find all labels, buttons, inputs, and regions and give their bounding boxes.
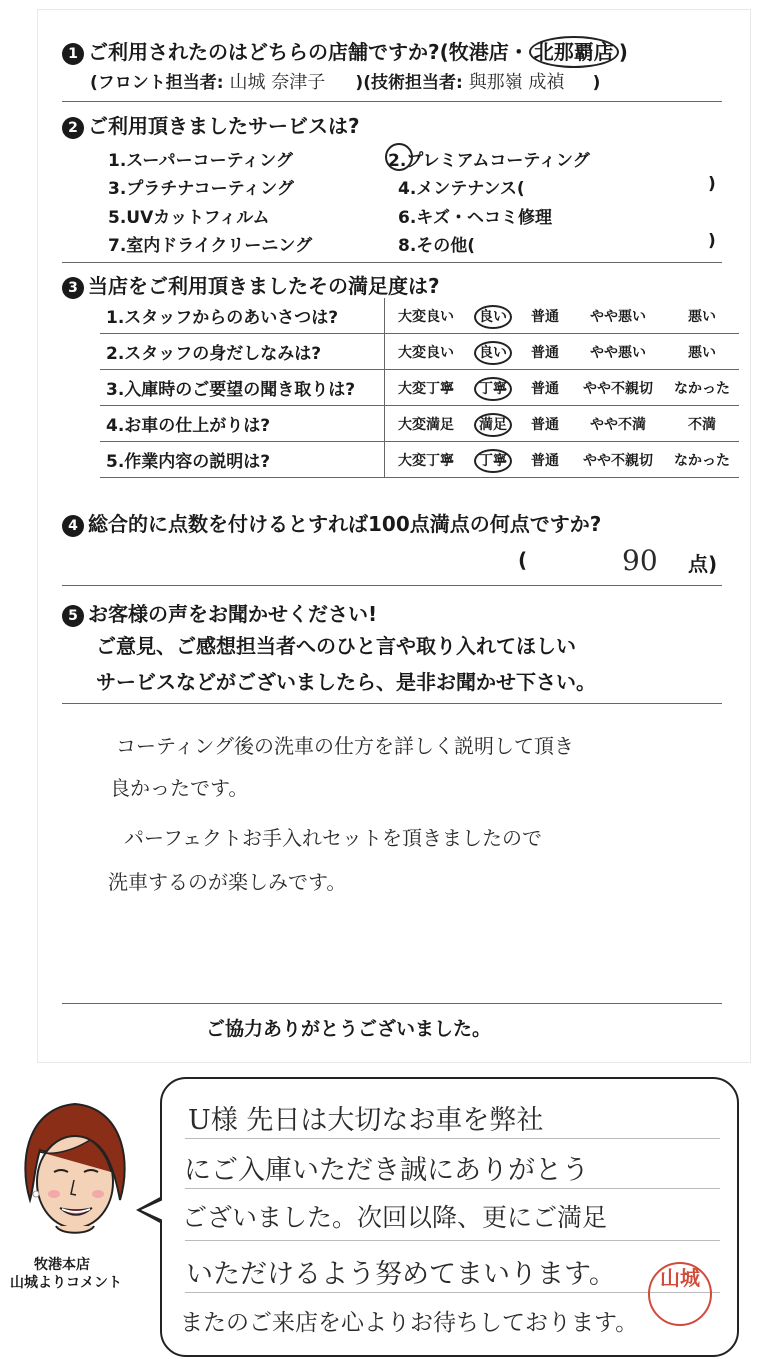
divider [62, 703, 722, 704]
choice-cell: 普通 [519, 370, 571, 406]
choice-cell: 大変満足 [385, 406, 468, 442]
q1-question [62, 36, 628, 65]
choice-cell: やや不親切 [571, 370, 665, 406]
tech-staff-name: 與那嶺 成禎 [468, 72, 565, 93]
divider [62, 262, 722, 263]
store-makiminato: 牧港店 [448, 40, 509, 64]
tech-staff-label: )(技術担当者: [355, 73, 463, 93]
q2-text: ご利用頂きましたサービスは? [88, 114, 360, 138]
bubble-tail-fill [141, 1200, 163, 1220]
table-row [100, 406, 739, 442]
q4-text: 総合的に点数を付けるとすれば100点満点の何点ですか? [88, 512, 602, 536]
q5-line3: サービスなどがございましたら、是非お聞かせ下さい。 [96, 670, 596, 694]
selection-circle [385, 143, 413, 171]
q1-number: 1 [62, 43, 84, 65]
choice-cell: 大変丁寧 [385, 370, 468, 406]
divider [62, 101, 722, 102]
q1-staff-line [90, 68, 600, 94]
q3-text: 当店をご利用頂きましたその満足度は? [88, 274, 440, 298]
selected-choice: 良い [474, 305, 512, 329]
choice-cell: なかった [665, 442, 739, 478]
service-option-4-close: ) [708, 174, 716, 194]
selected-choice: 満足 [474, 413, 512, 437]
service-option-5: 5.UVカットフィルム [108, 208, 270, 228]
service-option-3: 3.プラチナコーティング [108, 179, 294, 199]
choice-cell: 悪い [665, 298, 739, 334]
avatar-caption-comment: 山城よりコメント [10, 1275, 122, 1291]
q2-number: 2 [62, 117, 84, 139]
service-option-4: 4.メンテナンス( [398, 179, 525, 199]
table-row [100, 334, 739, 370]
choice-cell: 普通 [519, 298, 571, 334]
customer-comment-line: コーティング後の洗車の仕方を詳しく説明して頂き [116, 734, 574, 758]
score-unit: 点) [688, 552, 718, 576]
divider [62, 585, 722, 586]
choice-cell: 大変丁寧 [385, 442, 468, 478]
choice-cell: やや悪い [571, 298, 665, 334]
staff-comment-line: ございました。次回以降、更にご満足 [182, 1203, 608, 1232]
thanks-text: ご協力ありがとうございました。 [206, 1018, 492, 1040]
service-option-8: 8.その他( [398, 236, 476, 256]
bubble-ruled-line [185, 1240, 720, 1241]
customer-comment-line: 洗車するのが楽しみです。 [108, 870, 347, 894]
selected-choice: 良い [474, 341, 512, 365]
score-open-paren: ( [518, 548, 528, 572]
row-label: 2.スタッフの身だしなみは? [100, 334, 385, 370]
store-kitanaha-selected: 北那覇店 [529, 36, 619, 68]
customer-comment-line: パーフェクトお手入れセットを頂きましたので [124, 826, 542, 850]
q1-close: ) [618, 40, 628, 64]
staff-comment-line: にご入庫いただき誠にありがとう [184, 1155, 589, 1186]
choice-cell: やや不満 [571, 406, 665, 442]
q5-line1: お客様の声をお聞かせください! [88, 602, 378, 626]
choice-cell: 普通 [519, 442, 571, 478]
q1-text: ご利用されたのはどちらの店舗ですか?( [88, 40, 449, 64]
choice-cell-selected [467, 334, 519, 370]
choice-cell: やや悪い [571, 334, 665, 370]
choice-cell-selected [467, 442, 519, 478]
staff-comment-line: いただけるよう努めてまいります。 [186, 1259, 616, 1290]
table-row [100, 370, 739, 406]
row-label: 3.入庫時のご要望の聞き取りは? [100, 370, 385, 406]
score-value: 90 [622, 544, 658, 577]
staff-comment-line: またのご来店を心よりお待ちしております。 [180, 1310, 639, 1336]
bubble-ruled-line [185, 1188, 720, 1189]
selected-choice: 丁寧 [474, 449, 512, 473]
satisfaction-table [100, 298, 739, 478]
selected-choice: 丁寧 [474, 377, 512, 401]
choice-cell: 悪い [665, 334, 739, 370]
front-staff-name: 山城 奈津子 [229, 72, 326, 93]
row-label: 1.スタッフからのあいさつは? [100, 298, 385, 334]
table-row [100, 298, 739, 334]
choice-cell: やや不親切 [571, 442, 665, 478]
row-label: 4.お車の仕上がりは? [100, 406, 385, 442]
name-seal-stamp: 山城 [648, 1262, 712, 1326]
service-option-6: 6.キズ・ヘコミ修理 [398, 208, 552, 228]
q2-question [62, 110, 360, 139]
tech-close: ) [592, 73, 601, 93]
q3-question [62, 270, 440, 299]
q5-question [62, 598, 377, 627]
service-option-1: 1.スーパーコーティング [108, 151, 293, 171]
front-staff-label: (フロント担当者: [90, 73, 224, 93]
avatar-caption-store: 牧港本店 [34, 1257, 90, 1273]
choice-cell: 普通 [519, 334, 571, 370]
choice-cell-selected [467, 298, 519, 334]
q5-number: 5 [62, 605, 84, 627]
choice-cell-selected [467, 370, 519, 406]
table-row [100, 442, 739, 478]
service-option-8-close: ) [708, 231, 716, 251]
service-option-7: 7.室内ドライクリーニング [108, 236, 313, 256]
staff-avatar [10, 1090, 140, 1240]
choice-cell: 不満 [665, 406, 739, 442]
store-separator: ・ [508, 40, 529, 64]
choice-cell: なかった [665, 370, 739, 406]
customer-comment-line: 良かったです。 [110, 776, 249, 800]
choice-cell-selected [467, 406, 519, 442]
q5-line2: ご意見、ご感想担当者へのひと言や取り入れてほしい [96, 634, 576, 658]
staff-comment-line: U様 先日は大切なお車を弊社 [188, 1105, 544, 1136]
row-label: 5.作業内容の説明は? [100, 442, 385, 478]
service-option-2-label: 2.プレミアムコーティング [388, 151, 590, 171]
q3-number: 3 [62, 277, 84, 299]
bubble-ruled-line [185, 1138, 720, 1139]
choice-cell: 大変良い [385, 334, 468, 370]
service-option-2-selected [388, 146, 590, 171]
q4-number: 4 [62, 515, 84, 537]
bubble-ruled-line [185, 1292, 720, 1293]
choice-cell: 大変良い [385, 298, 468, 334]
divider [62, 1003, 722, 1004]
q4-question [62, 508, 601, 537]
choice-cell: 普通 [519, 406, 571, 442]
